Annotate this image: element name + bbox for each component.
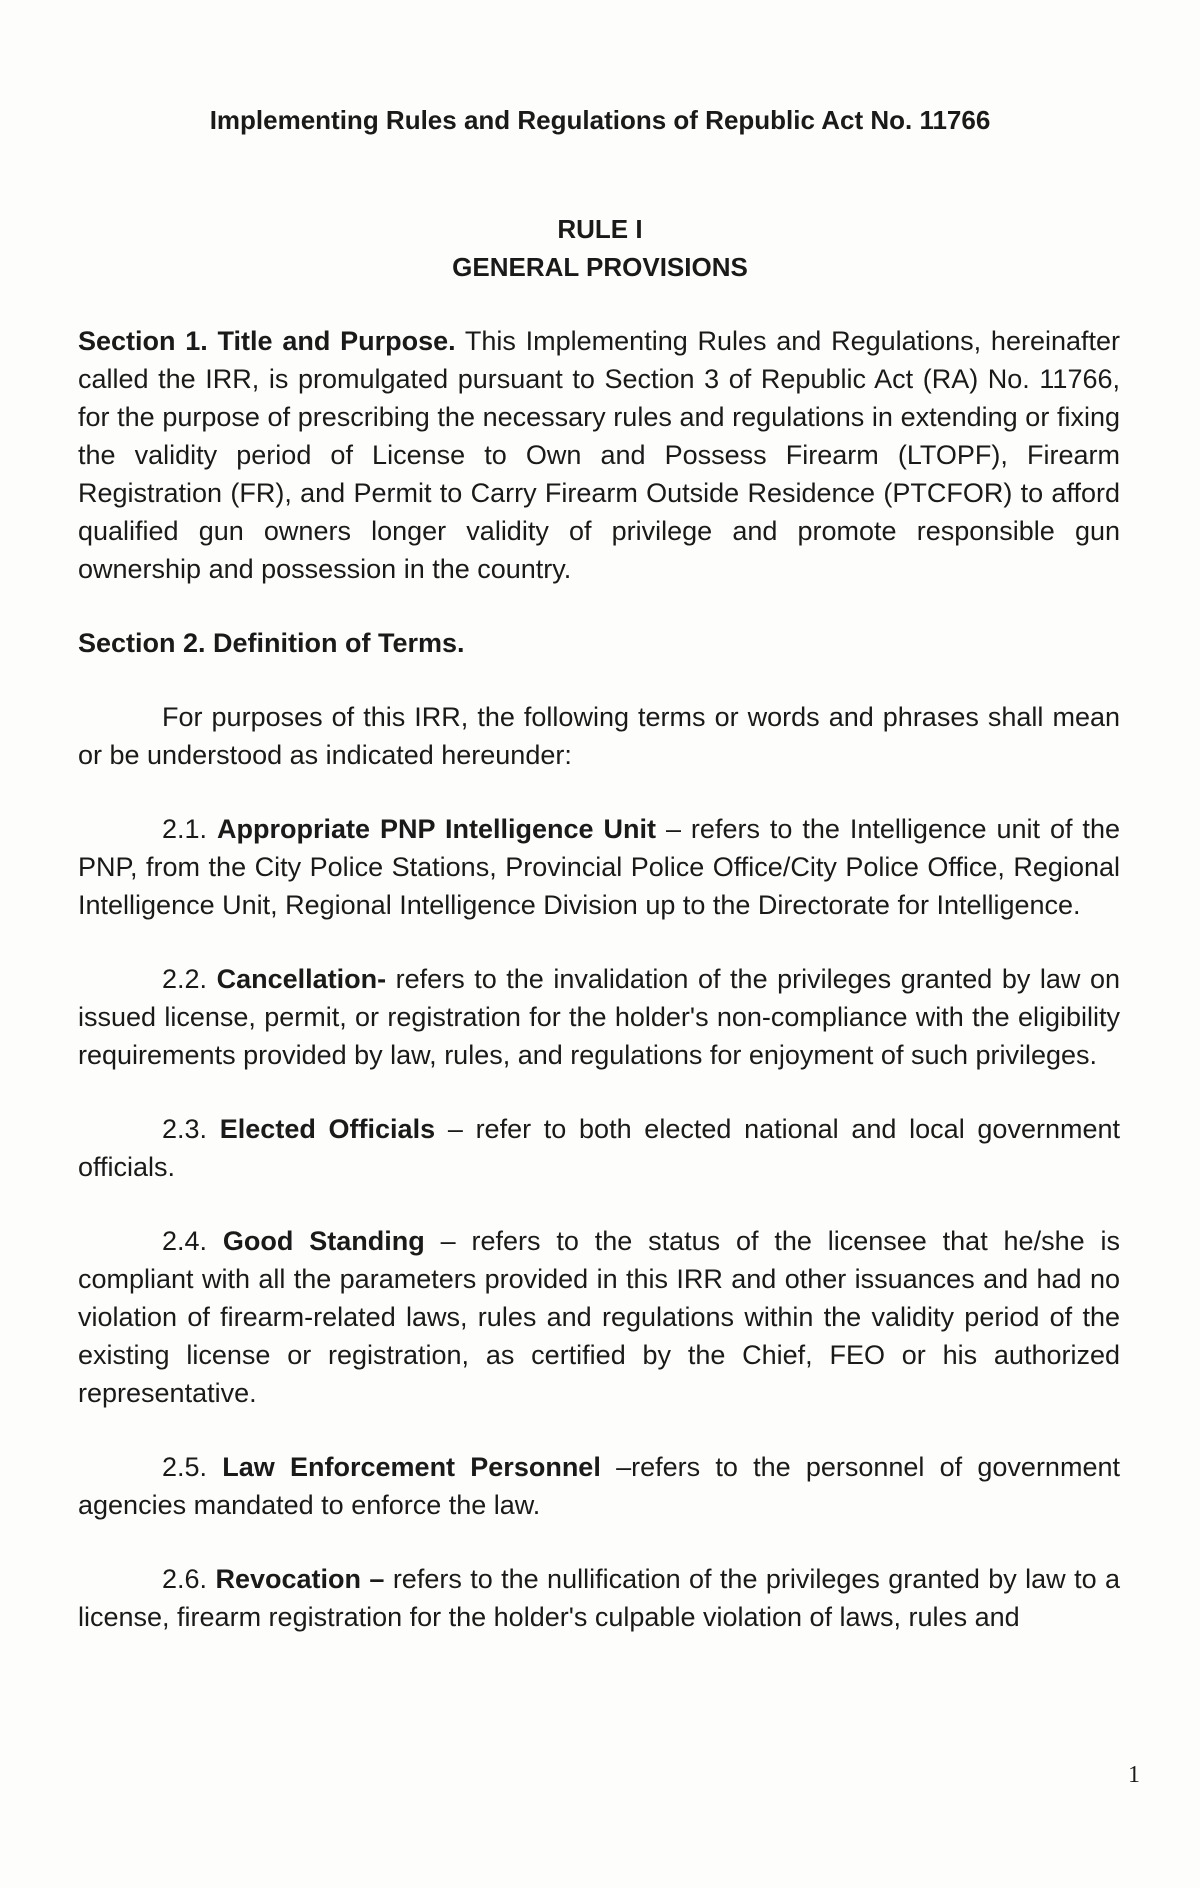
page-number: 1: [1128, 1762, 1140, 1788]
definition-2-3: [78, 1110, 1120, 1186]
definition-number: 2.3.: [162, 1114, 208, 1144]
section-1-text: This Implementing Rules and Regulations, hereinafter called the IRR, is promulgated pursuant to Section 3 of Republic Act (RA) No. 11766, for the purpose of prescribing the necessary rules and regulations in extending or fixing the validity period of License to Own and Possess Firearm (LTOPF), Firearm Registration (FR), and Permit to Carry Firearm Outside Residence (PTCFOR) to afford qualified gun owners longer validity of privilege and promote responsible gun ownership and possession in the country.: [78, 326, 1121, 584]
section-2-heading: Section 2. Definition of Terms.: [78, 628, 465, 658]
definition-term: Elected Officials: [219, 1114, 436, 1144]
definition-2-4: [78, 1222, 1120, 1412]
rule-title: GENERAL PROVISIONS: [452, 252, 748, 282]
definition-text: –refers to the personnel of government agencies mandated to enforce the law.: [78, 1452, 1120, 1520]
definition-2-1: [78, 810, 1120, 924]
definition-term: Revocation –: [215, 1564, 385, 1594]
definition-text: – refers to the status of the licensee that he/she is compliant with all the parameters provided in this IRR and other issuances and had no violation of firearm-related laws, rules and regulations within the validity period of the existing license or registration, as certified by the Chief, FEO or his authorized representative.: [78, 1226, 1120, 1408]
definition-number: 2.4.: [162, 1226, 208, 1256]
definition-2-2: [78, 960, 1120, 1074]
section-1-paragraph: [78, 322, 1120, 588]
definition-term: Good Standing: [222, 1226, 425, 1256]
section-1-heading: Section 1. Title and Purpose.: [78, 326, 456, 356]
definition-number: 2.1.: [162, 814, 208, 844]
definition-term: Cancellation-: [216, 964, 387, 994]
definition-number: 2.2.: [162, 964, 208, 994]
rule-heading: [0, 210, 1200, 286]
definition-text: refers to the nullification of the privileges granted by law to a license, firearm registration for the holder's culpable violation of laws, rules and: [78, 1564, 1120, 1632]
definition-text: – refers to the Intelligence unit of the PNP, from the City Police Stations, Provincial Police Office/City Police Office, Regional Intelligence Unit, Regional Intelligence Division up to the Directorate for Intelligence.: [78, 814, 1120, 920]
definition-term: Appropriate PNP Intelligence Unit: [217, 814, 656, 844]
section-2-intro: For purposes of this IRR, the following terms or words and phrases shall mean or be understood as indicated hereunder:: [78, 702, 1120, 770]
definition-term: Law Enforcement Personnel: [222, 1452, 601, 1482]
definition-2-5: [78, 1448, 1120, 1524]
definition-number: 2.6.: [162, 1564, 208, 1594]
definition-text: refers to the invalidation of the privileges granted by law on issued license, permit, or registration for the holder's non-compliance with the eligibility requirements provided by law, rules, and regulations for enjoyment of such privileges.: [78, 964, 1120, 1070]
definition-text: – refer to both elected national and local government officials.: [78, 1114, 1120, 1182]
definition-2-6: [78, 1560, 1120, 1636]
definition-number: 2.5.: [162, 1452, 208, 1482]
document-title: Implementing Rules and Regulations of Republic Act No. 11766: [209, 105, 991, 135]
rule-number: RULE I: [557, 214, 643, 244]
document-body: [78, 322, 1120, 1672]
